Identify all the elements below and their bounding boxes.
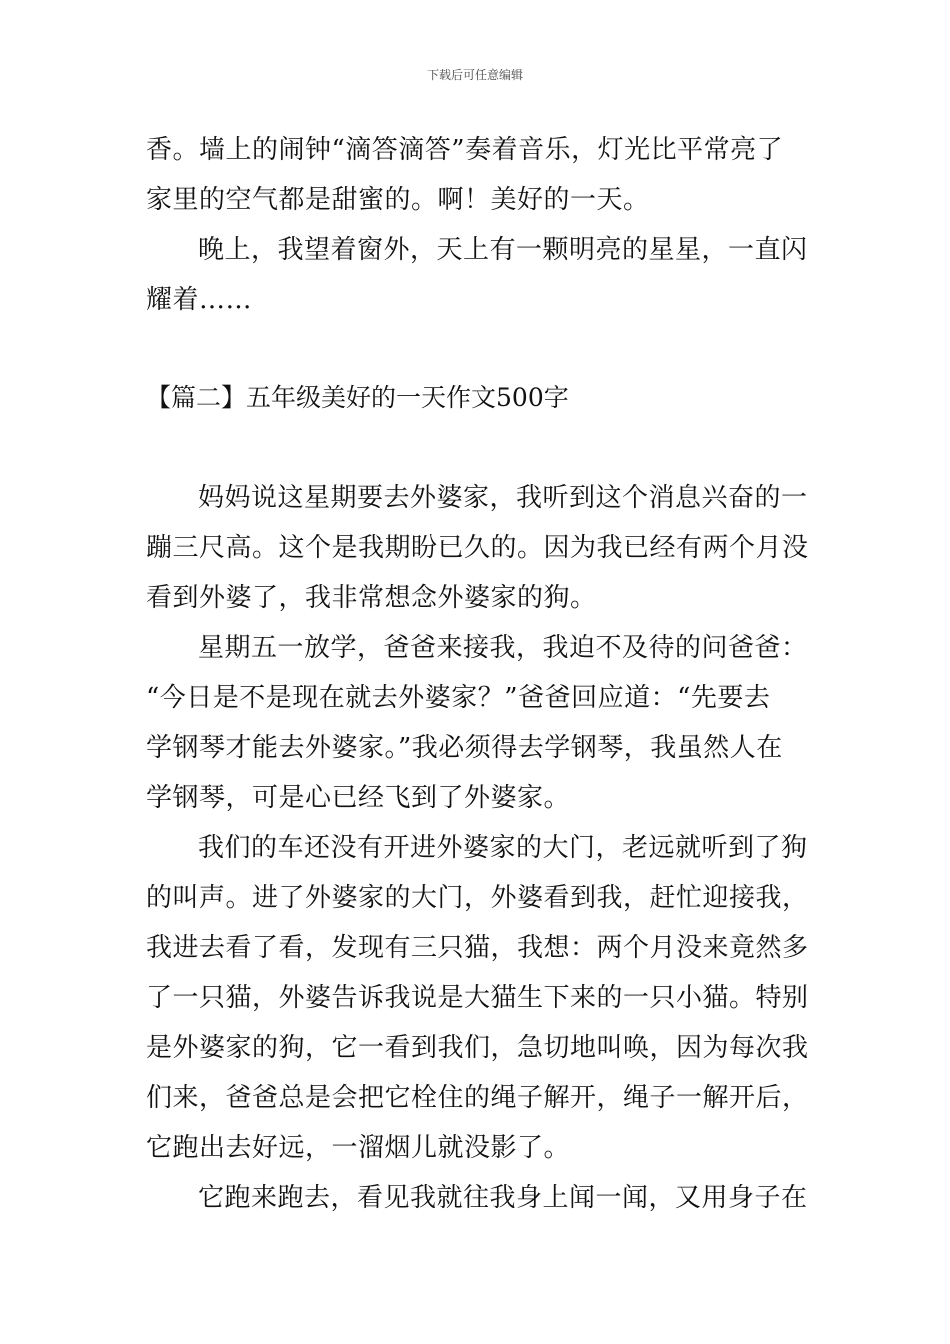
text-line: 它跑来跑去，看见我就往我身上闻一闻，又用身子在: [198, 1183, 808, 1213]
section-heading: 【篇二】五年级美好的一天作文500字: [146, 383, 569, 412]
text-line: 了一只猫，外婆告诉我说是大猫生下来的一只小猫。特别: [146, 983, 809, 1013]
text-line: 学钢琴才能去外婆家。”我必须得去学钢琴，我虽然人在: [146, 733, 783, 763]
text-line: 耀着……: [146, 285, 253, 315]
text-line: “今日是不是现在就去外婆家？”爸爸回应道：“先要去: [146, 683, 771, 713]
text-line: 们来，爸爸总是会把它栓住的绳子解开，绳子一解开后，: [146, 1083, 809, 1113]
text-line: 蹦三尺高。这个是我期盼已久的。因为我已经有两个月没: [146, 533, 809, 563]
text-line: 香。墙上的闹钟“滴答滴答”奏着音乐，灯光比平常亮了: [146, 135, 784, 165]
text-line: 它跑出去好远，一溜烟儿就没影了。: [146, 1133, 571, 1163]
text-line: 是外婆家的狗，它一看到我们，急切地叫唤，因为每次我: [146, 1033, 809, 1063]
text-line: 星期五一放学，爸爸来接我，我迫不及待的问爸爸：: [198, 633, 808, 663]
text-line: 学钢琴，可是心已经飞到了外婆家。: [146, 783, 571, 813]
header-note: 下载后可任意编辑: [426, 68, 523, 82]
text-line: 的叫声。进了外婆家的大门，外婆看到我，赶忙迎接我，: [146, 883, 809, 913]
text-line: 妈妈说这星期要去外婆家，我听到这个消息兴奋的一: [198, 483, 808, 513]
text-line: 我们的车还没有开进外婆家的大门，老远就听到了狗: [198, 833, 808, 863]
text-line: 晚上，我望着窗外，天上有一颗明亮的星星，一直闪: [198, 235, 808, 265]
text-line: 我进去看了看，发现有三只猫，我想：两个月没来竟然多: [146, 933, 809, 963]
text-line: 看到外婆了，我非常想念外婆家的狗。: [146, 583, 597, 613]
text-line: 家里的空气都是甜蜜的。啊！美好的一天。: [146, 185, 650, 215]
